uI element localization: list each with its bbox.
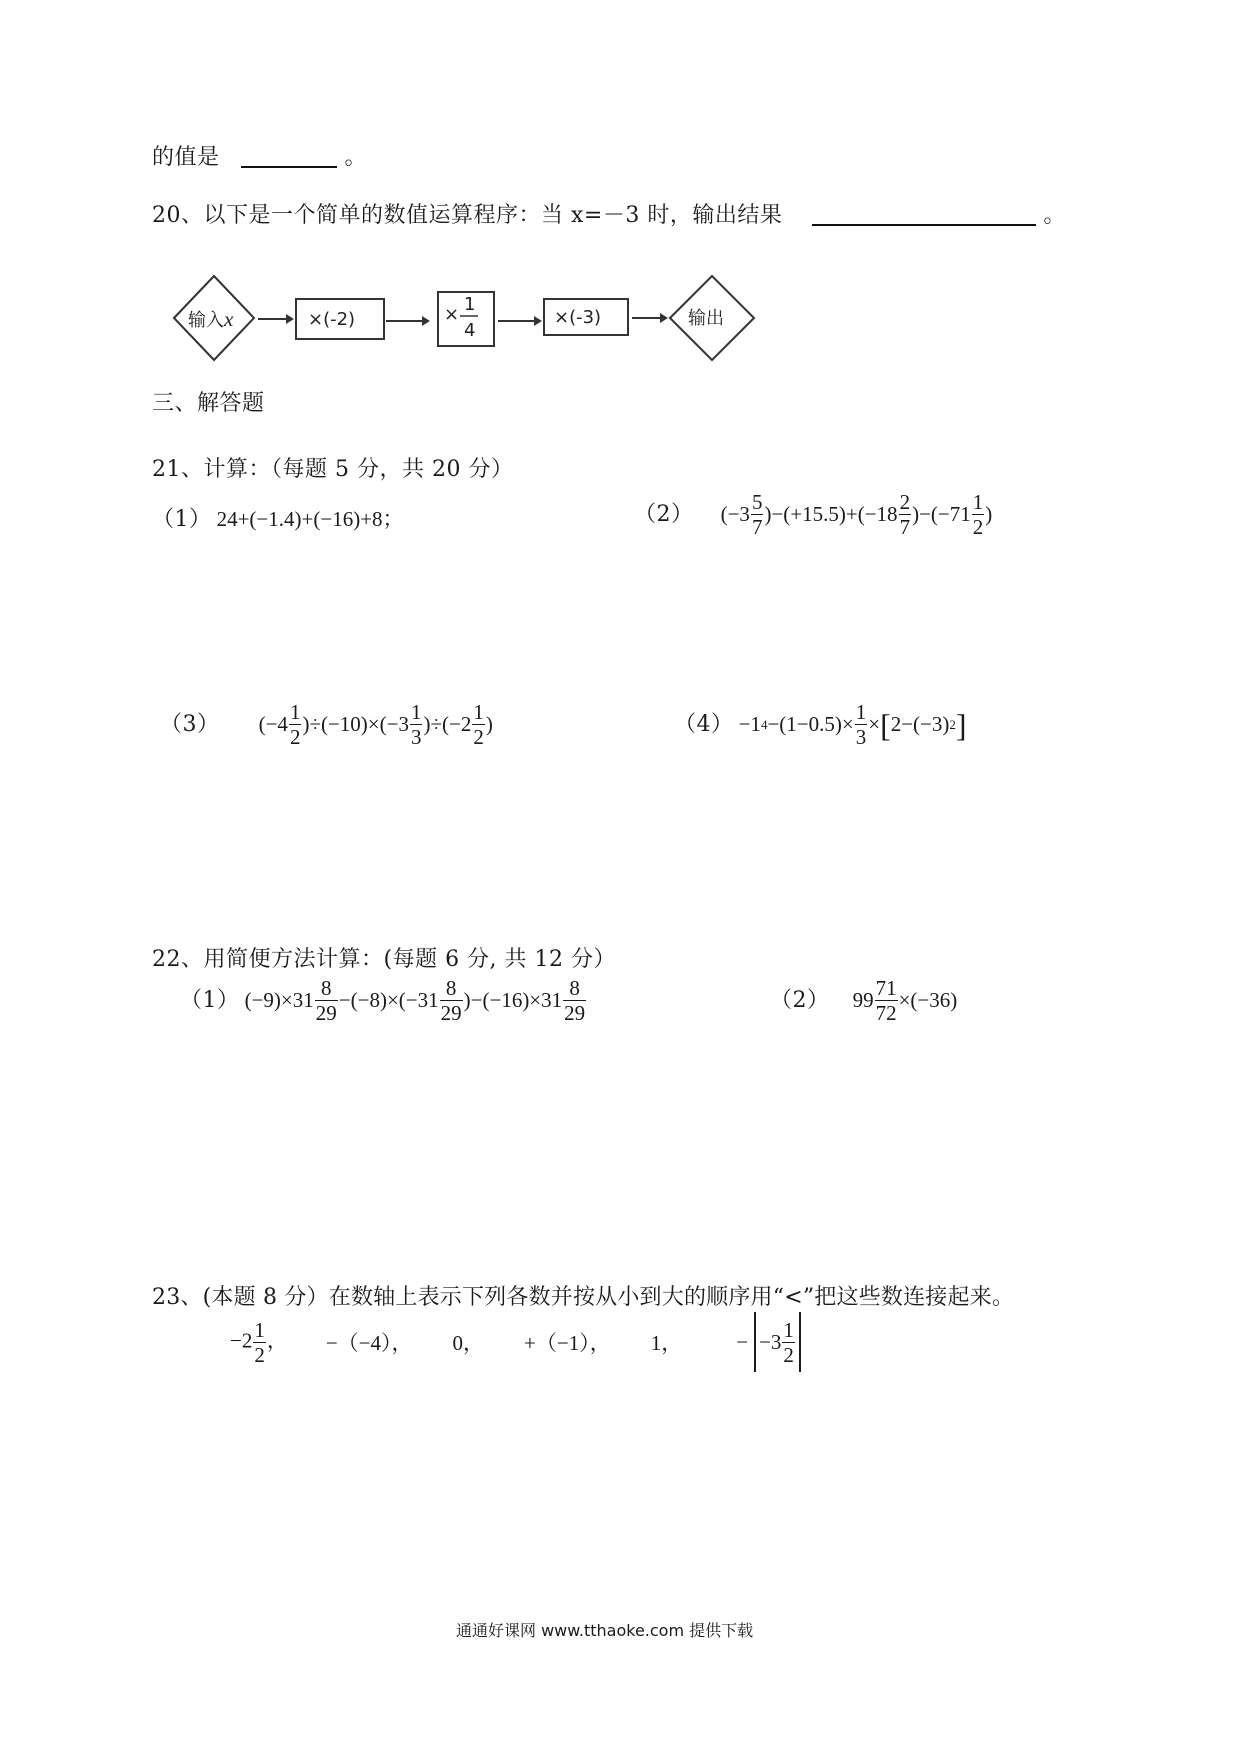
expression: −1 4 −(1−0.5)× $\frac{1}{3}$ × [ 2−(−3) 2 ] (738, 700, 967, 749)
svg-text:1: 1 (464, 294, 476, 315)
expression: 24+(−1.4)+(−16)+8； (216, 507, 404, 531)
footer-text: 通通好课网 www.tthaoke.com 提供下载 (456, 1621, 754, 1640)
svg-text:输入x: 输入x (188, 307, 234, 331)
flowchart (170, 248, 770, 368)
part-label: （4） (674, 712, 734, 737)
expression: 99 $\frac{71}{72}$ ×(−36) (852, 976, 958, 1025)
expression: (−3 $\frac{5}{7}$ ) −(+15.5)+ (−18 $\frac{2}{7}$ ) − (−71 $\frac{1}{2}$ ) (720, 490, 993, 539)
box-times-neg2 (296, 299, 384, 339)
expression: (−9)×31 $\frac{8}{29}$ −(−8)×(−31 $\frac{8}{29}$ )−(−16)×31 $\frac{8}{29}$ (244, 976, 586, 1025)
arrow-4 (632, 313, 668, 323)
part-label: （2） (770, 988, 830, 1013)
answer-blank (241, 166, 337, 168)
answer-blank-20 (812, 224, 1036, 226)
svg-text:输出: 输出 (688, 308, 724, 329)
num-4: +（−1）， (524, 1331, 611, 1355)
period: 。 (1043, 203, 1066, 228)
number-list (230, 1312, 801, 1372)
svg-text:4: 4 (464, 320, 476, 341)
num-3: 0， (452, 1331, 485, 1355)
q21-part4 (674, 700, 967, 749)
q22-part2 (770, 976, 957, 1025)
period: 。 (344, 145, 368, 170)
q21-part2 (634, 490, 992, 539)
part-label: （1） (180, 988, 240, 1013)
arrow-2 (386, 316, 430, 326)
question-20 (152, 198, 1066, 229)
prev-question-tail: 的值是 (152, 145, 220, 170)
expression: (−4 $\frac{1}{2}$ ) ÷(−10)× (−3 $\frac{1}{3}$ ) ÷ (−2 $\frac{1}{2}$ ) (258, 700, 493, 749)
question-20-text: 20、以下是一个简单的数值运算程序：当 x=－3 时，输出结果 (152, 203, 783, 228)
svg-text:×: × (444, 304, 460, 325)
box-times-neg3 (544, 299, 628, 335)
svg-text:×(-2): ×(-2) (308, 309, 356, 330)
svg-text:×(-3): ×(-3) (554, 307, 602, 328)
question-23-title: 23、(本题 8 分）在数轴上表示下列各数并按从小到大的顺序用“<”把这些数连接起来。 (152, 1285, 1015, 1310)
question-21-title: 21、计算：（每题 5 分，共 20 分） (152, 457, 514, 482)
q21-part1 (152, 502, 404, 533)
num-1: −2 $\frac{1}{2}$ ， (230, 1317, 288, 1367)
box-times-quarter (438, 292, 494, 346)
part-label: （1） (152, 507, 212, 532)
input-diamond (174, 276, 254, 360)
num-6: − −3 $\frac{1}{2}$ (736, 1312, 801, 1372)
num-2: −（−4）， (325, 1331, 413, 1355)
output-diamond (670, 276, 754, 360)
q22-part1 (180, 976, 587, 1025)
absolute-value: −3 $\frac{1}{2}$ (754, 1312, 801, 1372)
part-label: （3） (160, 712, 220, 737)
num-5: 1， (650, 1331, 683, 1355)
q23-numbers (230, 1312, 801, 1372)
arrow-3 (498, 316, 542, 326)
section-title: 三、解答题 (152, 391, 265, 416)
answer-line-prev (152, 140, 367, 171)
part-label: （2） (634, 502, 694, 527)
arrow-1 (258, 314, 294, 324)
question-22-title: 22、用简便方法计算：(每题 6 分, 共 12 分） (152, 947, 617, 972)
q21-part3 (160, 700, 493, 749)
